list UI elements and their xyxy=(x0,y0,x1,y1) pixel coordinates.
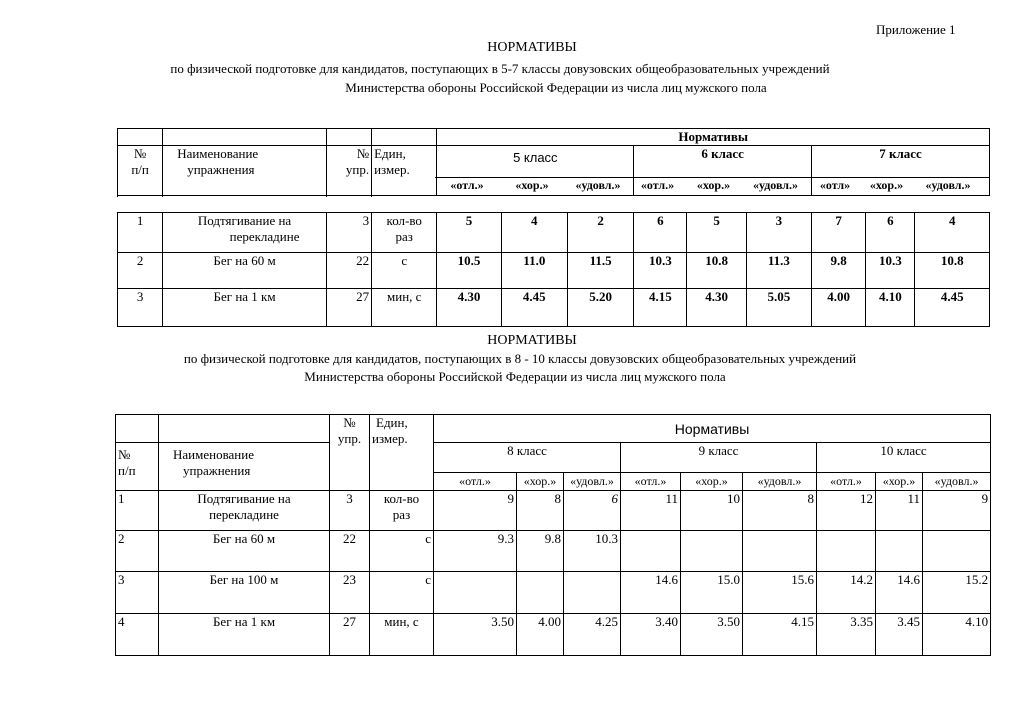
col-name-header-2: Наименование упражнения xyxy=(159,443,330,491)
appendix-label: Приложение 1 xyxy=(876,22,956,37)
section1-subtitle2: Министерства обороны Российской Федерации из числа лиц мужского пола xyxy=(345,80,767,95)
section1-subtitle: по физической подготовке для кандидатов, поступающих в 5-7 классы довузовских общеобразовательных учреждений xyxy=(170,61,830,76)
col-ex-header: № упр. xyxy=(326,146,371,196)
norms-table-2: № упр. Един, измер. Нормативы № п/п Наименование упражнения 8 класс 9 класс 10 класс «отл.» «хор.» «удовл.» «отл.» «хор.» «удовл.» «отл.» «хор.» «удовл.» 1 Подтягивание на перекладине 3 кол-во раз 9 8 6 11 10 8 12 11 9 2 Бег на 60 м 22 с 9.3 9.8 10.3 3 Бег на 100 м 23 с 14.6 15.0 15.6 14.2 14.6 15.2 4 Бег на 1 км 27 мин, с 3.50 4.00 4.25 3.40 3.50 4.15 3.35 3.45 4.10 xyxy=(115,414,991,656)
table-row: 2 xyxy=(118,253,163,289)
exercise-name: Бег на 60 м xyxy=(163,253,327,289)
norms-header-2: Нормативы xyxy=(434,415,991,443)
exercise-name: Бег на 1 км xyxy=(163,289,327,327)
table-row: 2 xyxy=(116,531,159,572)
grade-9-header: 9 класс xyxy=(621,443,817,473)
col-unit-header: Един, измер. xyxy=(372,146,437,196)
exercise-name: Бег на 60 м xyxy=(159,531,330,572)
table-row: 3 xyxy=(118,289,163,327)
table-row: 3 xyxy=(116,572,159,614)
grade-8-header: 8 класс xyxy=(434,443,621,473)
exercise-name: Бег на 100 м xyxy=(159,572,330,614)
col-num-header-2: № п/п xyxy=(116,443,159,491)
grade-10-header: 10 класс xyxy=(817,443,991,473)
marks-row-1: «отл.» «хор.» «удовл.» «отл.» «хор.» «удовл.» «отл» «хор.» «удовл.» xyxy=(450,178,971,192)
table-row: 1 xyxy=(118,213,163,253)
grade-7-header: 7 класс xyxy=(812,146,990,196)
grade-6-header: 6 класс xyxy=(634,146,812,196)
col-unit-header-2: Един, измер. xyxy=(370,415,434,491)
exercise-name: Подтягивание на перекладине xyxy=(163,213,327,253)
col-ex-header-2: № упр. xyxy=(330,415,370,491)
exercise-name: Подтягивание на перекладине xyxy=(159,491,330,531)
marks-divider-1 xyxy=(435,177,990,178)
section2-title: НОРМАТИВЫ xyxy=(487,333,577,348)
norms-header: Нормативы xyxy=(437,129,990,146)
exercise-name: Бег на 1 км xyxy=(159,614,330,656)
col-name-header: Наименование упражнения xyxy=(163,146,327,196)
section2-subtitle2: Министерства обороны Российской Федерации из числа лиц мужского пола xyxy=(304,369,726,384)
col-num-header: № п/п xyxy=(118,146,163,196)
norms-table-1: Нормативы № п/п Наименование упражнения № упр. Един, измер. 5 класс 6 класс 7 класс 1 Подтягивание на перекладине 3 кол-во раз 5 4 2 6 5 3 7 6 4 2 Бег на 60 м 22 с 10.5 11.0 11.5 10.3 10.8 11.3 9.8 10.3 10.8 3 Бег на 1 км 27 мин, с 4.30 4.45 5.20 4.15 4.30 5.05 4.00 4.10 4.45 xyxy=(117,128,990,327)
table-row: 4 xyxy=(116,614,159,656)
section1-title: НОРМАТИВЫ xyxy=(487,40,577,55)
grade-5-header: 5 класс xyxy=(437,146,634,196)
table-row: 1 xyxy=(116,491,159,531)
section2-subtitle: по физической подготовке для кандидатов, поступающих в 8 - 10 классы довузовских общеобразовательных учреждений xyxy=(183,351,857,366)
